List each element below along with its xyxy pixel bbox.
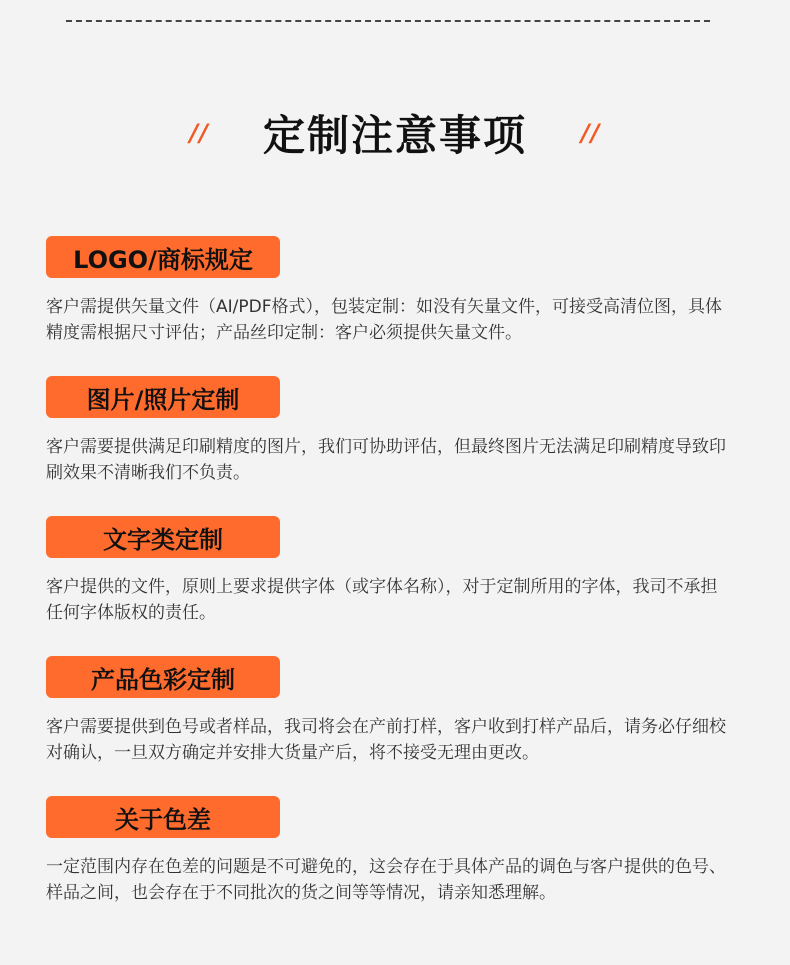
section-color-difference (46, 796, 736, 906)
page-title: 定制注意事项 (262, 111, 527, 160)
title-deco-left: // (189, 119, 209, 147)
title-row (0, 98, 790, 168)
section-text: 客户需要提供满足印刷精度的图片，我们可协助评估，但最终图片无法满足印刷精度导致印刷效果不清晰我们不负责。 (46, 437, 726, 483)
section-text: 一定范围内存在色差的问题是不可避免的，这会存在于具体产品的调色与客户提供的色号、样品之间，也会存在于不同批次的货之间等等情况，请亲知悉理解。 (46, 857, 726, 903)
section-heading: 关于色差 (46, 796, 280, 838)
section-color (46, 656, 736, 766)
section-heading: 图片/照片定制 (46, 376, 280, 418)
section-heading: LOGO/商标规定 (46, 236, 280, 278)
section-logo (46, 236, 736, 346)
section-text: 客户需提供矢量文件（AI/PDF格式），包装定制：如没有矢量文件，可接受高清位图，具体精度需根据尺寸评估；产品丝印定制：客户必须提供矢量文件。 (46, 297, 722, 343)
section-text: 客户提供的文件，原则上要求提供字体（或字体名称），对于定制所用的字体，我司不承担任何字体版权的责任。 (46, 577, 718, 623)
section-text: 客户需要提供到色号或者样品，我司将会在产前打样，客户收到打样产品后，请务必仔细校对确认，一旦双方确定并安排大货量产后，将不接受无理由更改。 (46, 717, 726, 763)
section-image (46, 376, 736, 486)
section-heading: 文字类定制 (46, 516, 280, 558)
section-heading: 产品色彩定制 (46, 656, 280, 698)
title-deco-right: // (581, 119, 601, 147)
top-divider (66, 20, 710, 22)
section-text-custom (46, 516, 736, 626)
